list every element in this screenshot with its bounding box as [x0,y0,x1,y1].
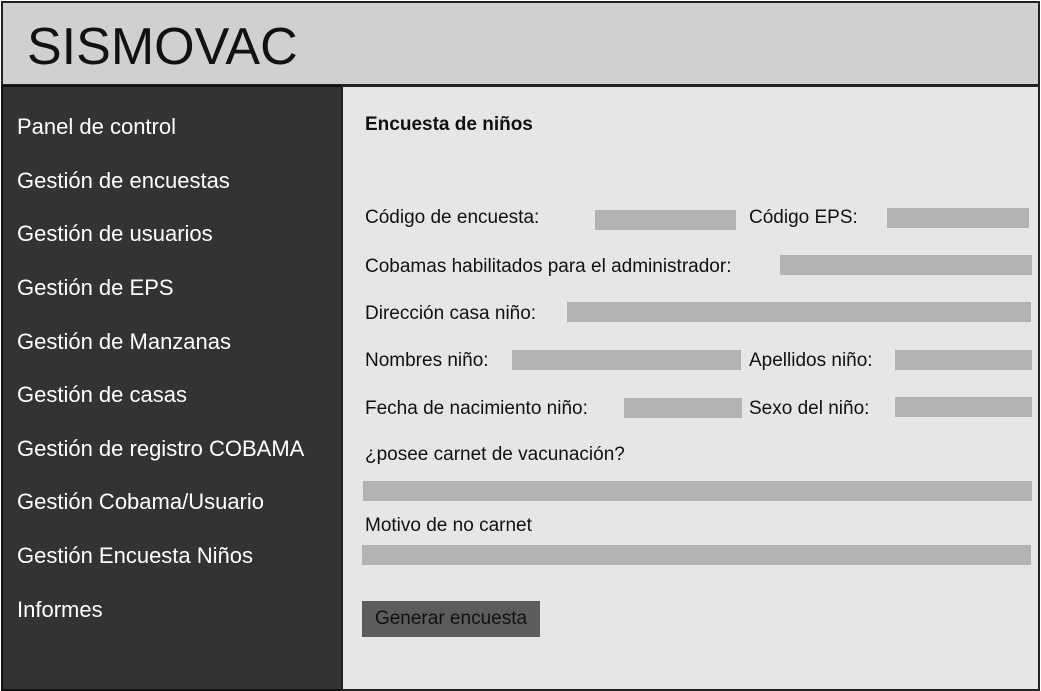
app-header [1,1,1040,86]
sidebar-item-gestion-casas[interactable]: Gestión de casas [17,382,187,407]
page-title: Encuesta de niños [365,114,533,135]
sidebar-item-gestion-usuarios[interactable]: Gestión de usuarios [17,221,213,246]
sidebar-item-panel-de-control[interactable]: Panel de control [17,114,176,139]
carnet-select[interactable] [363,481,1032,501]
apellidos-input[interactable] [895,350,1032,370]
sidebar-item-gestion-encuestas[interactable]: Gestión de encuestas [17,168,230,193]
fecha-nacimiento-label: Fecha de nacimiento niño: [365,398,588,419]
direccion-input[interactable] [567,302,1031,322]
sidebar-item-gestion-cobama-usuario[interactable]: Gestión Cobama/Usuario [17,489,265,514]
cobamas-select[interactable] [780,255,1032,275]
sidebar-item-gestion-registro-cobama[interactable]: Gestión de registro COBAMA [17,436,305,461]
codigo-encuesta-label: Código de encuesta: [365,207,540,228]
codigo-encuesta-input[interactable] [595,210,736,230]
cobamas-label: Cobamas habilitados para el administrador: [365,256,732,277]
sidebar-item-gestion-encuesta-ninos[interactable]: Gestión Encuesta Niños [17,543,254,568]
direccion-label: Dirección casa niño: [365,303,537,324]
codigo-eps-label: Código EPS: [749,207,858,228]
fecha-nacimiento-input[interactable] [624,398,742,418]
sidebar [1,85,343,691]
carnet-label: ¿posee carnet de vacunación? [365,444,625,465]
app-title: SISMOVAC [27,18,298,76]
sexo-label: Sexo del niño: [749,398,870,419]
generar-encuesta-button[interactable]: Generar encuesta [362,601,540,637]
main-panel [341,85,1040,691]
motivo-label: Motivo de no carnet [365,515,532,536]
sidebar-item-informes[interactable]: Informes [17,597,103,622]
nombres-input[interactable] [512,350,741,370]
motivo-input[interactable] [362,545,1031,565]
codigo-eps-input[interactable] [887,208,1029,228]
apellidos-label: Apellidos niño: [749,350,873,371]
sexo-select[interactable] [895,397,1032,417]
sidebar-item-gestion-eps[interactable]: Gestión de EPS [17,275,174,300]
sidebar-item-gestion-manzanas[interactable]: Gestión de Manzanas [17,329,232,354]
nombres-label: Nombres niño: [365,350,489,371]
